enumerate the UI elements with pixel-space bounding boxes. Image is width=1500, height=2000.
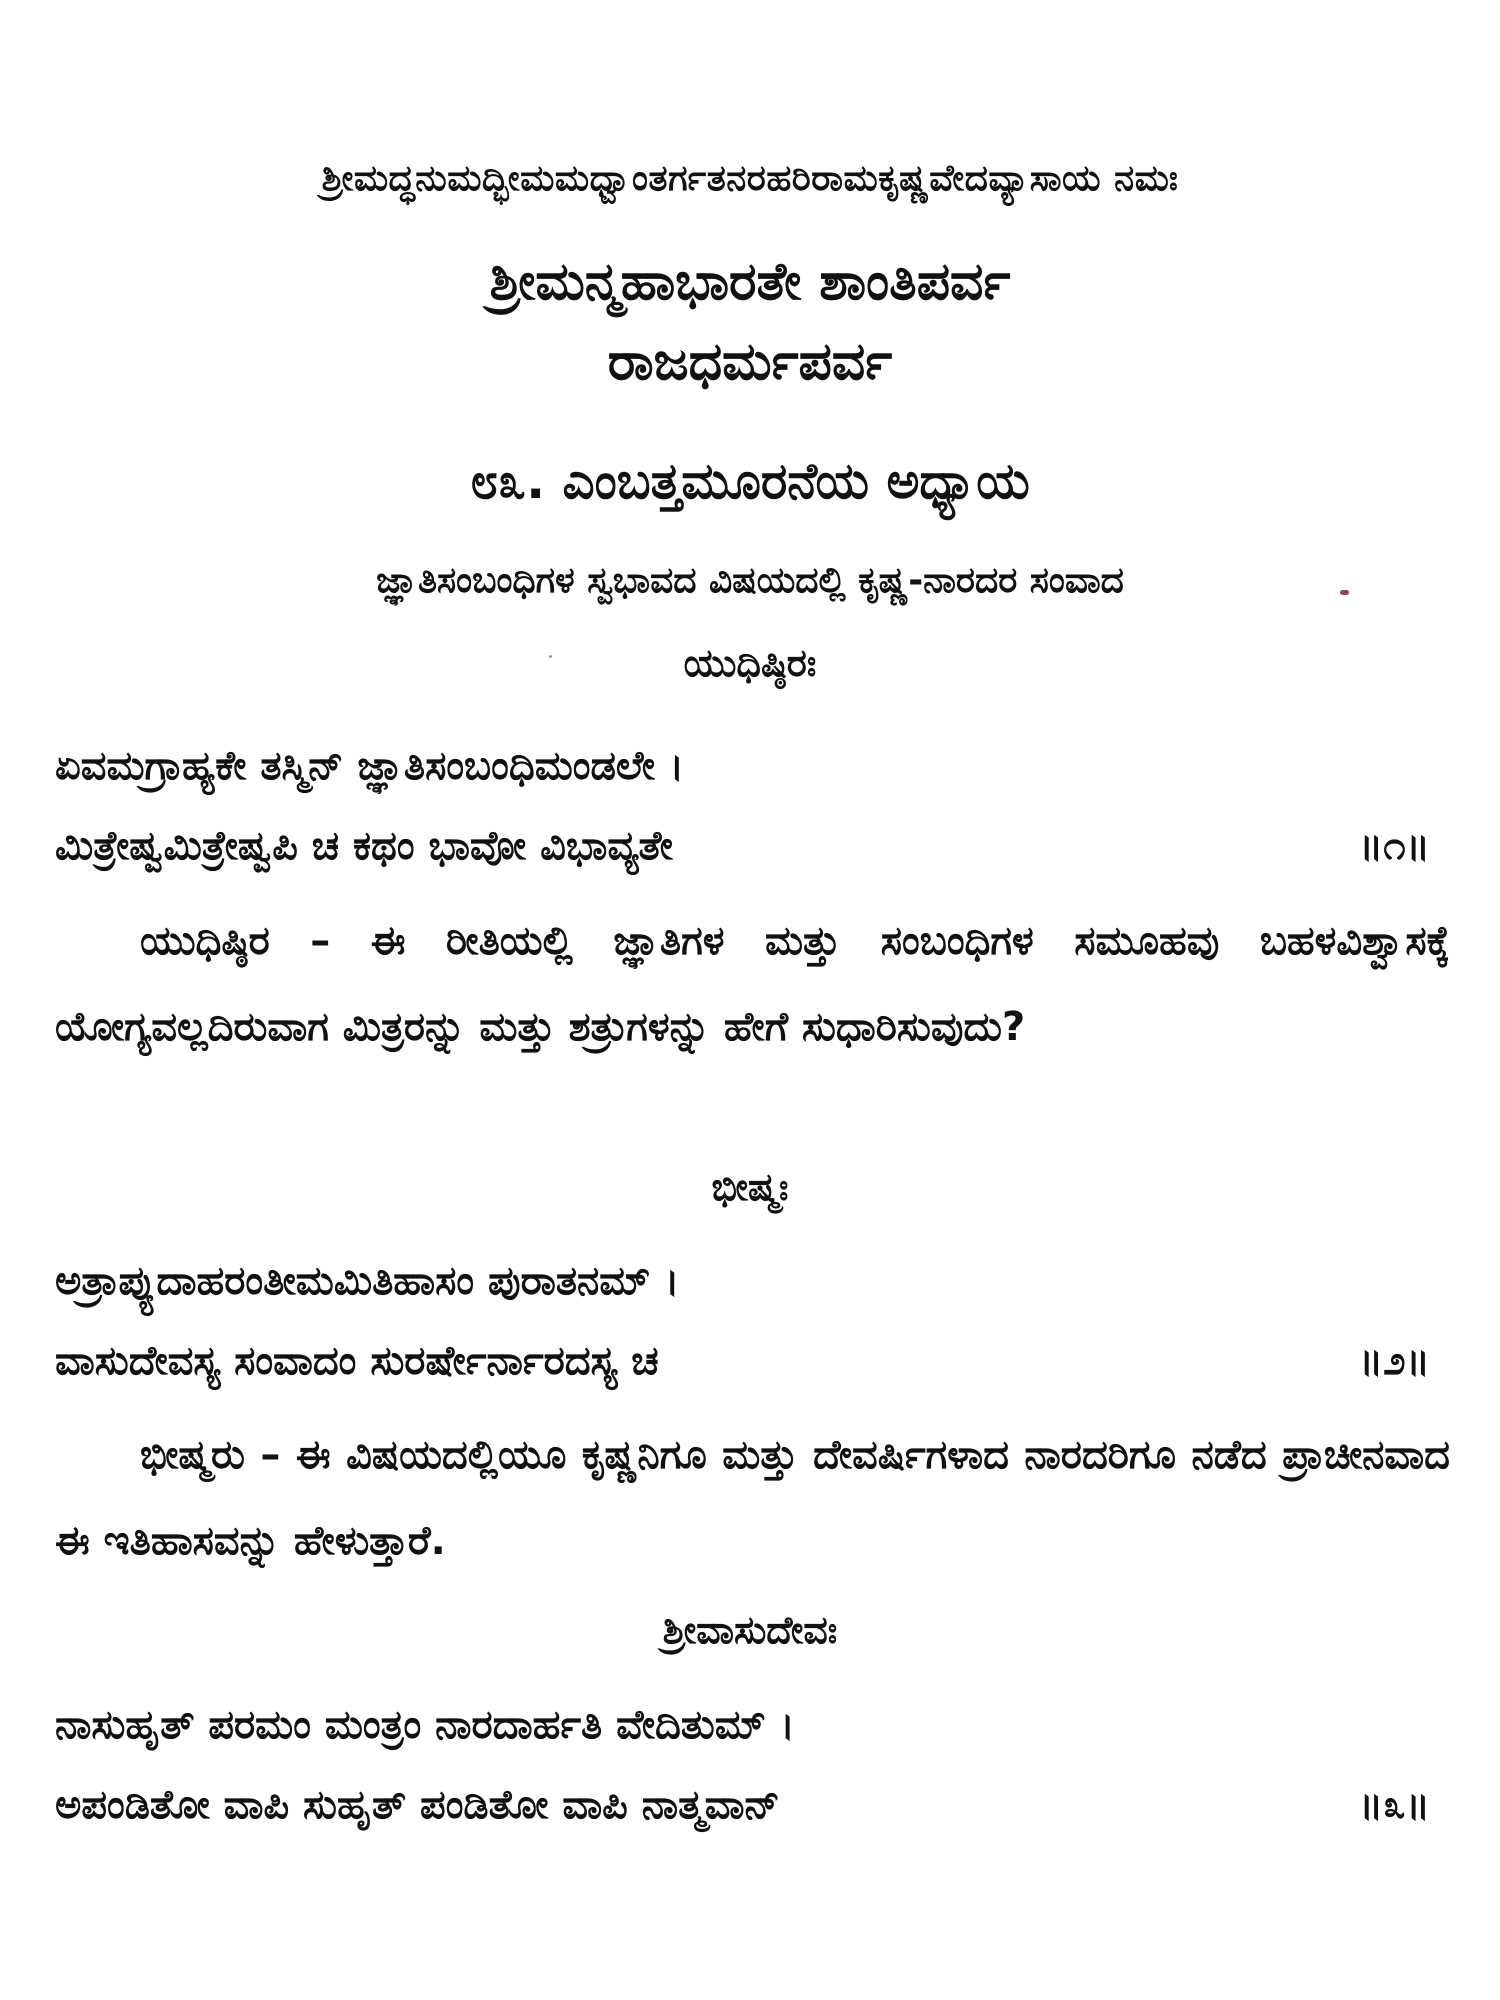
paper-speck xyxy=(549,655,552,658)
verse-line: ಮಿತ್ರೇಷ್ವಮಿತ್ರೇಷ್ವಪಿ ಚ ಕಥಂ ಭಾವೋ ವಿಭಾವ್ಯತೇ xyxy=(55,823,673,869)
verse-line: ಅಪಂಡಿತೋ ವಾಪಿ ಸುಹೃತ್ ಪಂಡಿತೋ ವಾಪಿ ನಾತ್ಮವಾನ್ xyxy=(55,1782,780,1828)
verse-number: ॥೧॥ xyxy=(1358,823,1430,869)
invocation-line: ಶ್ರೀಮದ್ಧನುಮದ್ಭೀಮಮಧ್ವಾಂತರ್ಗತನರಹರಿರಾಮಕೃಷ್ಣವೇದವ್ಯಾಸಾಯ ನಮಃ xyxy=(321,158,1179,199)
verse-line: ವಾಸುದೇವಸ್ಯ ಸಂವಾದಂ ಸುರರ್ಷೇರ್ನಾರದಸ್ಯ ಚ xyxy=(55,1338,659,1384)
verse-number: ॥೩॥ xyxy=(1358,1782,1430,1828)
prose-paragraph: ಯುಧಿಷ್ಠಿರ – ಈ ರೀತಿಯಲ್ಲಿ ಜ್ಞಾತಿಗಳ ಮತ್ತು ಸಂಬಂಧಿಗಳ ಸಮೂಹವು ಬಹಳವಿಶ್ವಾಸಕ್ಕೆ ಯೋಗ್ಯವಲ್ಲದಿರುವಾಗ ಮಿತ್ರರನ್ನು ಮತ್ತು ಶತ್ರುಗಳನ್ನು ಹೇಗೆ ಸುಧಾರಿಸುವುದು? xyxy=(55,918,1450,1050)
chapter-heading: ೮೩. ಎಂಬತ್ತಮೂರನೆಯ ಅಧ್ಯಾಯ xyxy=(470,452,1030,510)
verse-line: ಅತ್ರಾಪ್ಯುದಾಹರಂತೀಮಮಿತಿಹಾಸಂ ಪುರಾತನಮ್ । xyxy=(55,1258,680,1304)
book-title: ಶ್ರೀಮನ್ಮಹಾಭಾರತೇ ಶಾಂತಿಪರ್ವ xyxy=(489,252,1011,312)
verse-line: ಏವಮಗ್ರಾಹ್ಯಕೇ ತಸ್ಮಿನ್ ಜ್ಞಾತಿಸಂಬಂಧಿಮಂಡಲೇ । xyxy=(55,743,685,789)
chapter-subtitle: ಜ್ಞಾತಿಸಂಬಂಧಿಗಳ ಸ್ವಭಾವದ ವಿಷಯದಲ್ಲಿ ಕೃಷ್ಣ-ನಾರದರ ಸಂವಾದ xyxy=(376,560,1124,601)
parva-title: ರಾಜಧರ್ಮಪರ್ವ xyxy=(607,332,893,392)
speaker-heading: ಯುಧಿಷ್ಠಿರಃ xyxy=(683,641,817,685)
verse-number: ॥೨॥ xyxy=(1358,1338,1430,1384)
ink-mark xyxy=(1340,590,1349,595)
speaker-heading: ಶ್ರೀವಾಸುದೇವಃ xyxy=(662,1608,838,1652)
verse-line: ನಾಸುಹೃತ್ ಪರಮಂ ಮಂತ್ರಂ ನಾರದಾರ್ಹತಿ ವೇದಿತುಮ್ । xyxy=(55,1702,795,1748)
prose-paragraph: ಭೀಷ್ಮರು – ಈ ವಿಷಯದಲ್ಲಿಯೂ ಕೃಷ್ಣನಿಗೂ ಮತ್ತು ದೇವರ್ಷಿಗಳಾದ ನಾರದರಿಗೂ ನಡೆದ ಪ್ರಾಚೀನವಾದ ಈ ಇತಿಹಾಸವನ್ನು ಹೇಳುತ್ತಾರೆ. xyxy=(55,1432,1450,1564)
speaker-heading: ಭೀಷ್ಮಃ xyxy=(711,1165,789,1209)
